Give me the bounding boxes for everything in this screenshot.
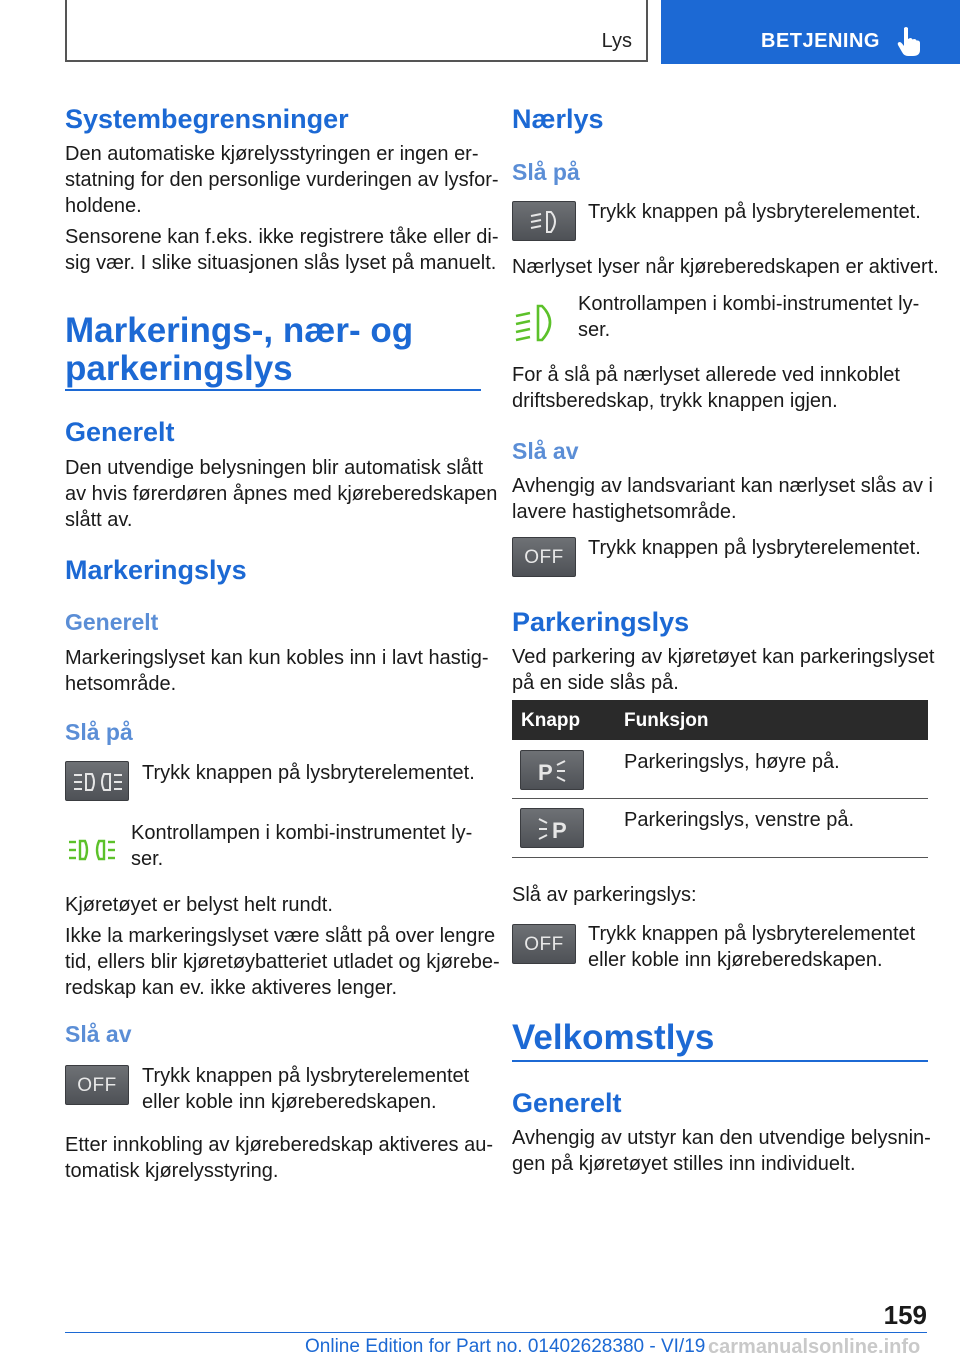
heading-generelt: Generelt — [512, 1088, 622, 1118]
parking-left-button-icon — [520, 808, 584, 848]
table-header-knapp: Knapp — [521, 710, 581, 731]
svg-text:P: P — [538, 760, 553, 785]
hand-pointer-icon — [896, 26, 920, 56]
indicator-text-line: ser. — [131, 848, 164, 870]
paragraph-line: Avhengig av landsvariant kan nærlyset slås av i — [512, 475, 933, 497]
paragraph-line: tomatisk kjørelysstyring. — [65, 1160, 279, 1182]
chapter-tab[interactable] — [661, 0, 960, 64]
subheading-sla-av: Slå av — [65, 1021, 132, 1047]
paragraph-line: tid, ellers blir kjøretøybatteriet utladet og kjørebe- — [65, 951, 500, 973]
paragraph-line: Den utvendige belysningen blir automatisk slått — [65, 457, 484, 479]
heading-generelt: Generelt — [65, 417, 175, 447]
chapter-heading-line: Markerings-, nær- og — [65, 311, 414, 350]
heading-rule — [512, 1060, 928, 1062]
heading-rule — [65, 389, 481, 391]
section-title: Lys — [601, 30, 632, 52]
subheading-sla-pa: Slå på — [65, 719, 133, 745]
paragraph-line: gen på kjøretøyet stilles inn individuelt. — [512, 1153, 856, 1175]
button-instruction: Trykk knappen på lysbryterelementet. — [142, 762, 475, 784]
indicator-text-line: Kontrollampen i kombi-instrumentet ly- — [578, 293, 920, 315]
parking-right-button-icon — [520, 750, 584, 790]
subheading-sla-pa: Slå på — [512, 159, 580, 185]
paragraph-line: Sensorene kan f.eks. ikke registrere tåke eller di- — [65, 226, 499, 248]
button-instruction: Trykk knappen på lysbryterelementet — [588, 923, 916, 945]
paragraph-line: redskap kan ev. ikke aktiveres lenger. — [65, 977, 398, 999]
chapter-heading-velkomstlys: Velkomstlys — [512, 1018, 715, 1057]
side-light-indicator-icon — [67, 835, 123, 865]
page-number: 159 — [883, 1300, 927, 1330]
table-row-divider — [512, 857, 928, 858]
paragraph-line: hetsområde. — [65, 673, 177, 695]
paragraph-line: Kjøretøyet er belyst helt rundt. — [65, 894, 333, 916]
paragraph-line: Etter innkobling av kjøreberedskap aktiveres au- — [65, 1134, 493, 1156]
table-header-funksjon: Funksjon — [624, 710, 709, 731]
paragraph-line: Ikke la markeringslyset være slått på over lengre — [65, 925, 496, 947]
low-beam-button-icon — [512, 201, 576, 241]
paragraph-line: Avhengig av utstyr kan den utvendige belysnin- — [512, 1127, 931, 1149]
paragraph-line: på en side slås på. — [512, 672, 679, 694]
chapter-heading-line: parkeringslys — [65, 349, 293, 388]
off-button-label: OFF — [524, 934, 564, 955]
paragraph-line: slått av. — [65, 509, 133, 531]
header-frame — [65, 0, 648, 62]
paragraph-line: Ved parkering av kjøretøyet kan parkeringslyset — [512, 646, 935, 668]
footer-rule — [65, 1332, 927, 1333]
button-instruction: Trykk knappen på lysbryterelementet. — [588, 201, 921, 223]
paragraph-line: statning for den personlige vurderingen av lysfor- — [65, 169, 499, 191]
paragraph-line: lavere hastighetsområde. — [512, 501, 737, 523]
table-cell-funksjon: Parkeringslys, venstre på. — [624, 809, 855, 831]
indicator-text-line: ser. — [578, 319, 611, 341]
heading-naerlys: Nærlys — [512, 104, 604, 134]
footer-edition: Online Edition for Part no. 01402628380 - VI/19 — [305, 1336, 706, 1357]
paragraph-line: holdene. — [65, 195, 142, 217]
low-beam-indicator-icon — [512, 300, 564, 346]
paragraph-line: driftsberedskap, trykk knappen igjen. — [512, 390, 838, 412]
subheading-sla-av: Slå av — [512, 438, 579, 464]
off-button-label: OFF — [524, 547, 564, 568]
heading-markeringslys: Markeringslys — [65, 555, 247, 585]
chapter-tab-label: BETJENING — [761, 30, 880, 52]
off-button-icon — [512, 924, 576, 964]
side-light-button-icon — [65, 761, 129, 801]
button-instruction: eller koble inn kjøreberedskapen. — [588, 949, 883, 971]
svg-text:P: P — [552, 818, 567, 843]
heading-systembegrensninger: Systembegrensninger — [65, 104, 349, 134]
paragraph-line: Markeringslyset kan kun kobles inn i lavt hastig- — [65, 647, 489, 669]
table-header — [512, 700, 928, 740]
paragraph-line: For å slå på nærlyset allerede ved innkoblet — [512, 364, 900, 386]
paragraph-line: sig vær. I slike situasjonen slås lyset på manuelt. — [65, 252, 497, 274]
paragraph-line: Slå av parkeringslys: — [512, 884, 697, 906]
paragraph-line: av hvis førerdøren åpnes med kjøreberedskapen — [65, 483, 498, 505]
table-row-divider — [512, 798, 928, 799]
subheading-generelt: Generelt — [65, 609, 159, 635]
off-button-icon — [65, 1065, 129, 1105]
table-cell-funksjon: Parkeringslys, høyre på. — [624, 751, 840, 773]
off-button-icon — [512, 537, 576, 577]
button-instruction: Trykk knappen på lysbryterelementet. — [588, 537, 921, 559]
watermark: carmanualsonline.info — [708, 1336, 921, 1358]
paragraph-line: Den automatiske kjørelysstyringen er ingen er- — [65, 143, 479, 165]
indicator-text-line: Kontrollampen i kombi-instrumentet ly- — [131, 822, 473, 844]
heading-parkeringslys: Parkeringslys — [512, 607, 690, 637]
paragraph-line: Nærlyset lyser når kjøreberedskapen er aktivert. — [512, 256, 939, 278]
off-button-label: OFF — [77, 1075, 117, 1096]
button-instruction: eller koble inn kjøreberedskapen. — [142, 1091, 437, 1113]
button-instruction: Trykk knappen på lysbryterelementet — [142, 1065, 470, 1087]
